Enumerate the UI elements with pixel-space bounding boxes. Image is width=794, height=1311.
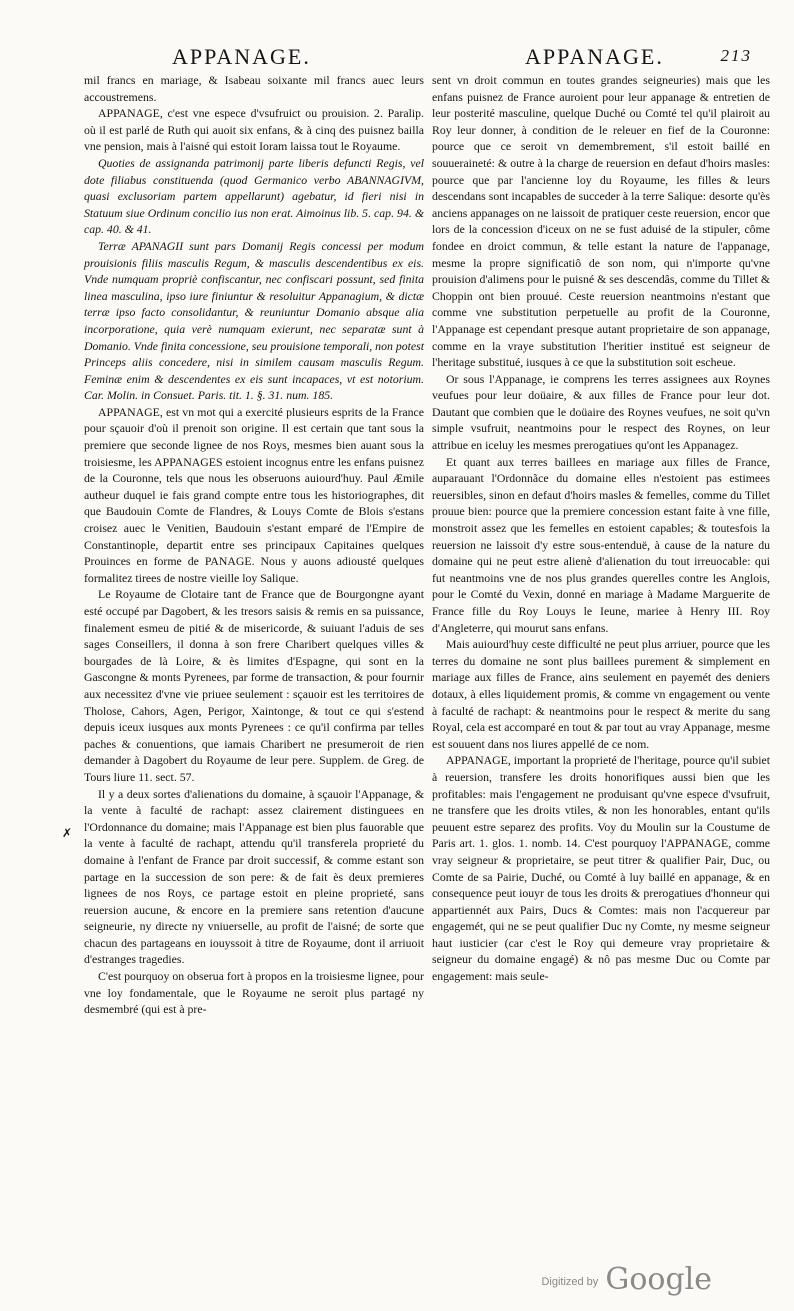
paragraph: mil francs en mariage, & Isabeau soixante mil francs auec leurs accoustremens. (84, 73, 424, 104)
margin-mark: ✗ (62, 826, 73, 840)
paragraph: Or sous l'Appanage, ie comprens les terres assignees aux Roynes veufues pour leur doüaire, & aux filles de France pour leur dot. Dautant que combien que le doüaire des Roynes veufues, ne soit qu'vn simple vsufruit, neantmoins pour le respect des Roynes, on leur attribue en iceluy les mesmes prerogatiues qu'ont les Appanagez. (432, 371, 770, 453)
google-logo: Google (605, 1262, 712, 1297)
running-header (70, 44, 754, 74)
left-running-title: APPANAGE. (172, 44, 311, 69)
paragraph: APPANAGE, est vn mot qui a exercité plusieurs esprits de la France pour sçauoir d'où il prenoit son origine. Il est certain que tant sous la premiere que seconde lignee de nos Roys, mesmes bien auant sous la troisiesme, les APPANAGES estoient incognus entre les enfans puisnez de la Couronne, tels que nous les obseruons auiourd'huy. Paul Æmile autheur duquel ie fais grand compte entre tous les historiographes, dit que Baudouin Comte de Flandres, & Louys Comte de Blois s'estans croisez auec le Venitien, Baudouin s'estant emparé de l'Empire de Constantinople, departit entre ses principaux Capitaines quelques Prouinces en forme de PANAGE. Nous y auons adiousté quelques formalitez tirees de nostre vieille loy Salique. (84, 404, 424, 585)
paragraph: sent vn droit commun en toutes grandes seigneuries) mais que les enfans puisnez de France auroient pour leur appanage & entretien de leur posterité masculine, quelque Duché ou Comté tel qu'il plairoit au Roy leur donner, à condition de le releuer en fief de la Couronne: pource que ce seroit vn demembrement, s'il estoit baillé en souueraineté: & outre à la charge de reuersion en defaut d'hoirs masles: pource que par l'ancienne loy du Royaume, les filles & leurs descendans sont incapables de succeder à la terre Salique: desorte qu'ès anciens appanages on ne laissoit de pratiquer ceste reuersion, encor que lors de la concession d'iceux on ne se fust aduisé de la stipuler, côme fondee en droict commun, & telle estant la nature de l'appanage, mesme la propre significatiô de son nom, qui n'importe qu'vne prouision d'alimens pour le puisné & ses descendâs, comme du Tillet & Choppin ont bien prouué. Ceste reuersion neantmoins n'estant que comme vne substitution perpetuelle au profit de la Couronne, l'Appanage est cependant presque autant proprietaire de son appanage, comme en la vraye substitution l'heritier institué est seigneur de l'heritage substitué, iusques à ce que la substitution soit escheue. (432, 73, 770, 370)
paragraph: APPANAGE, important la proprieté de l'heritage, pource qu'il subiet à reuersion, transfere les droits honorifiques aussi bien que les profitables: mais l'engagement ne produisant qu'vne espece d'vsufruit, ne transfere que les droits vtiles, & non les honorables, entant qu'ils peuuent estre separez des profits. Voy du Moulin sur la Coustume de Paris art. 1. glos. 1. nomb. 14. C'est pourquoy l'APPANAGE, comme vray seigneur & proprietaire, se peut titrer & qualifier Pair, Duc, ou Comte de sa Pairie, Duché, ou Comté à luy baillé en appanage, & en consequence peut iouyr de tous les droits & prerogatiues d'honneur qui appartiennét aux Pairs, Ducs & Comtes: mais non l'acquereur par engagemét, qui ne se peut qualifier Duc ny Comte, ny mesme seigneur haut iusticier (car c'est le Roy qui demeure vray proprietaire & seigneur du domaine engagé) & nô pas mesme Duc ou Comte par engagement: mais seule- (432, 753, 770, 984)
digitized-watermark (541, 1262, 712, 1297)
paragraph: C'est pourquoy on obserua fort à propos en la troisiesme lignee, pour vne loy fondamentale, que le Royaume ne seroit plus partagé ny desmembré (qui est à pre- (84, 969, 424, 1017)
right-running-title: APPANAGE. (525, 44, 664, 69)
digitized-label: Digitized by (541, 1276, 599, 1288)
right-text-column (432, 72, 770, 985)
paragraph: APPANAGE, c'est vne espece d'vsufruict ou prouision. 2. Paralip. où il est parlé de Ruth qui auoit six enfans, & à cinq des puisnez bailla vne pension, mais à l'aisné qui estoit Ioram laissa tout le Royaume. (84, 106, 424, 154)
paragraph: Mais auiourd'huy ceste difficulté ne peut plus arriuer, pource que les terres du domaine ne sont plus baillees purement & simplement en mariage aux filles de France, ains seulement en payemét des deniers dotaux, à elles liquidement promis, & comme vn engagement ou vente à faculté de rachapt: & neantmoins pour le respect & merite du sang Royal, cela est accomparé en tout & par tout au vray Appanage, mesme est souuent dans nos liures appellé de ce nom. (432, 637, 770, 751)
page-number: 213 (720, 46, 752, 65)
paragraph: Le Royaume de Clotaire tant de France que de Bourgongne ayant esté occupé par Dagobert, & les tresors saisis & remis en sa puissance, finalement esmeu de pitié & de misericorde, & suiuant l'aduis de ses sages Conseillers, il donna à son frere Charibert quelques villes & bourgades de là Loire, & ès limites d'Espagne, qui sont en la Gascongne & monts Pyrenees, par forme de transaction, & pour fournir aux necessitez d'vne vie priuee seulement : sçauoir est les territoires de Tholose, Cahors, Agen, Perigor, Xaintonge, & tout ce qui s'estend depuis iceux iusques aux monts Pyrenees : ce qu'il confirma par telles paches & conuentions, que iamais Charibert ne presumeroit de rien demander à Dagobert du Royaume de leur pere. Supplem. de Greg. de Tours liure 11. sect. 57. (84, 587, 424, 784)
paragraph: Quoties de assignanda patrimonij parte liberis defuncti Regis, vel dote filiabus constituenda (quod Germanico verbo ABANNAGIVM, quasi exclusoriam partem appellarunt) agebatur, id fieri nisi in Statuum siue Ordinum concilio ius non erat. Aimoinus lib. 5. cap. 94. & cap. 40. & 41. (84, 155, 424, 237)
paragraph: Et quant aux terres baillees en mariage aux filles de France, auparauant l'Ordonnãce du domaine elles n'estoient pas estimees reuersibles, sinon en defaut d'hoirs masles & femelles, comme du Tillet prouue bien: pource que la premiere concession estant faite à vne fille, monstroit assez que les femelles en estoient capables; & toutesfois la reuersion ne laissoit d'y estre sous-entenduë, à cause de la nature du domaine qui ne peut estre alienè d'alienation du tout irreuocable: qui fut neantmoins vne de nos plus grandes querelles contre les Anglois, pour le Comté du Vexin, donné en mariage à Madame Marguerite de France fille du Roy Louys le Ieune, mariee à Henry III. Roy d'Angleterre, qui mourut sans enfans. (432, 454, 770, 635)
left-text-column (84, 72, 424, 1018)
paragraph: Terræ APANAGII sunt pars Domanij Regis concessi per modum prouisionis filiis masculis Regum, & masculis descendentibus ex eis. Vnde numquam propriè confiscantur, nec confiscari possunt, sed finita linea masculina, ipso iure finiuntur & resoluitur Appanagium, & dictæ terræ ipso facto consolidantur, & reuniuntur Domanio absque alia incorporatione, quia verè numquam exierunt, nec separatæ sunt à Domanio. Vnde finita concessione, seu prouisione temporali, non potest Princeps aliis concedere, nisi in similem causam masculis Regum. Feminæ enim & descendentes ex eis sunt incapaces, vt est notorium. Car. Molin. in Consuet. Paris. tit. 1. §. 31. num. 185. (84, 238, 424, 403)
paragraph: Il y a deux sortes d'alienations du domaine, à sçauoir l'Appanage, & la vente à faculté de rachapt: assez clairement distinguees en l'Ordonnance du domaine; mais l'Appanage est bien plus fauorable que la vente à faculté de rachapt, attendu qu'il transferela proprieté du domaine à l'enfant de France par droit successif, & comme estant son partage en la succession de son pere: & de fait ès deux premieres lignees de nos Roys, ce partage estoit en pleine proprieté, sans reuersion aucune, & encore en la premiere sans retention d'aucune seigneurie, ny directe ny vniuerselle, au profit de l'aisné; de sorte que chacun des partageans en iouyssoit à titre de Royaume, dont il arriuoit d'estranges tragedies. (84, 786, 424, 967)
